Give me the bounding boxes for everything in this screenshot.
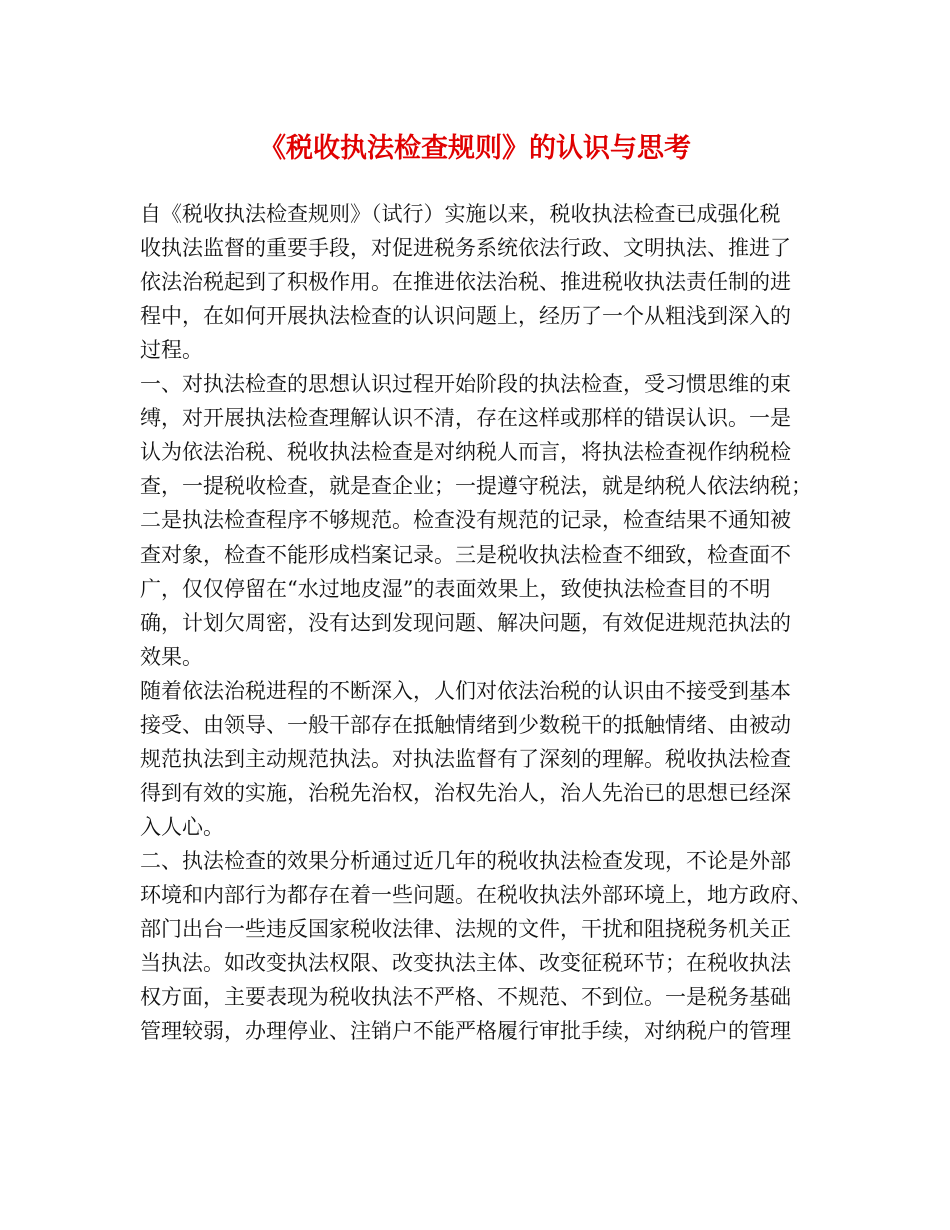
body-text-line: 规范执法到主动规范执法。对执法监督有了深刻的理解。税收执法检查 — [140, 746, 791, 771]
body-text-line: 管理较弱，办理停业、注销户不能严格履行审批手续，对纳税户的管理 — [140, 1019, 791, 1044]
document-title: 《税收执法检查规则》的认识与思考 — [259, 133, 691, 164]
body-text-line: 认为依法治税、税收执法检查是对纳税人而言，将执法检查视作纳税检 — [140, 440, 791, 465]
body-text-line: 得到有效的实施，治税先治权，治权先治人，治人先治已的思想已经深 — [140, 780, 791, 805]
body-text-line: 部门出台一些违反国家税收法律、法规的文件，干扰和阻挠税务机关正 — [140, 917, 791, 942]
body-text-line: 查，一提税收检查，就是查企业；一提遵守税法，就是纳税人依法纳税； — [140, 474, 812, 499]
body-text-line: 效果。 — [140, 644, 203, 669]
body-text-line: 缚，对开展执法检查理解认识不清，存在这样或那样的错误认识。一是 — [140, 406, 791, 431]
body-text-line: 入人心。 — [140, 814, 224, 839]
body-text-line: 当执法。如改变执法权限、改变执法主体、改变征税环节；在税收执法 — [140, 951, 791, 976]
body-text-line: 接受、由领导、一般干部存在抵触情绪到少数税干的抵触情绪、由被动 — [140, 712, 791, 737]
body-text-line: 确，计划欠周密，没有达到发现问题、解决问题，有效促进规范执法的 — [140, 610, 791, 635]
body-text-line: 广，仅仅停留在“水过地皮湿”的表面效果上，致使执法检查目的不明 — [140, 576, 771, 601]
body-text-line: 二、执法检查的效果分析通过近几年的税收执法检查发现，不论是外部 — [140, 848, 791, 873]
body-text-line: 二是执法检查程序不够规范。检查没有规范的记录，检查结果不通知被 — [140, 508, 791, 533]
body-text-line: 环境和内部行为都存在着一些问题。在税收执法外部环境上，地方政府、 — [140, 883, 812, 907]
body-text-line: 收执法监督的重要手段，对促进税务系统依法行政、文明执法、推进了 — [140, 236, 791, 261]
body-text-line: 一、对执法检查的思想认识过程开始阶段的执法检查，受习惯思维的束 — [140, 372, 791, 397]
body-text-line: 程中，在如何开展执法检查的认识问题上，经历了一个从粗浅到深入的 — [140, 304, 791, 329]
body-text-line: 随着依法治税进程的不断深入，人们对依法治税的认识由不接受到基本 — [140, 678, 791, 703]
body-text-line: 查对象，检查不能形成档案记录。三是税收执法检查不细致，检查面不 — [140, 542, 791, 567]
body-text-line: 过程。 — [140, 338, 203, 363]
body-text-line: 自《税收执法检查规则》（试行）实施以来，税收执法检查已成强化税 — [140, 202, 781, 226]
body-text-line: 权方面，主要表现为税收执法不严格、不规范、不到位。一是税务基础 — [140, 985, 791, 1010]
body-text-line: 依法治税起到了积极作用。在推进依法治税、推进税收执法责任制的进 — [140, 270, 791, 295]
